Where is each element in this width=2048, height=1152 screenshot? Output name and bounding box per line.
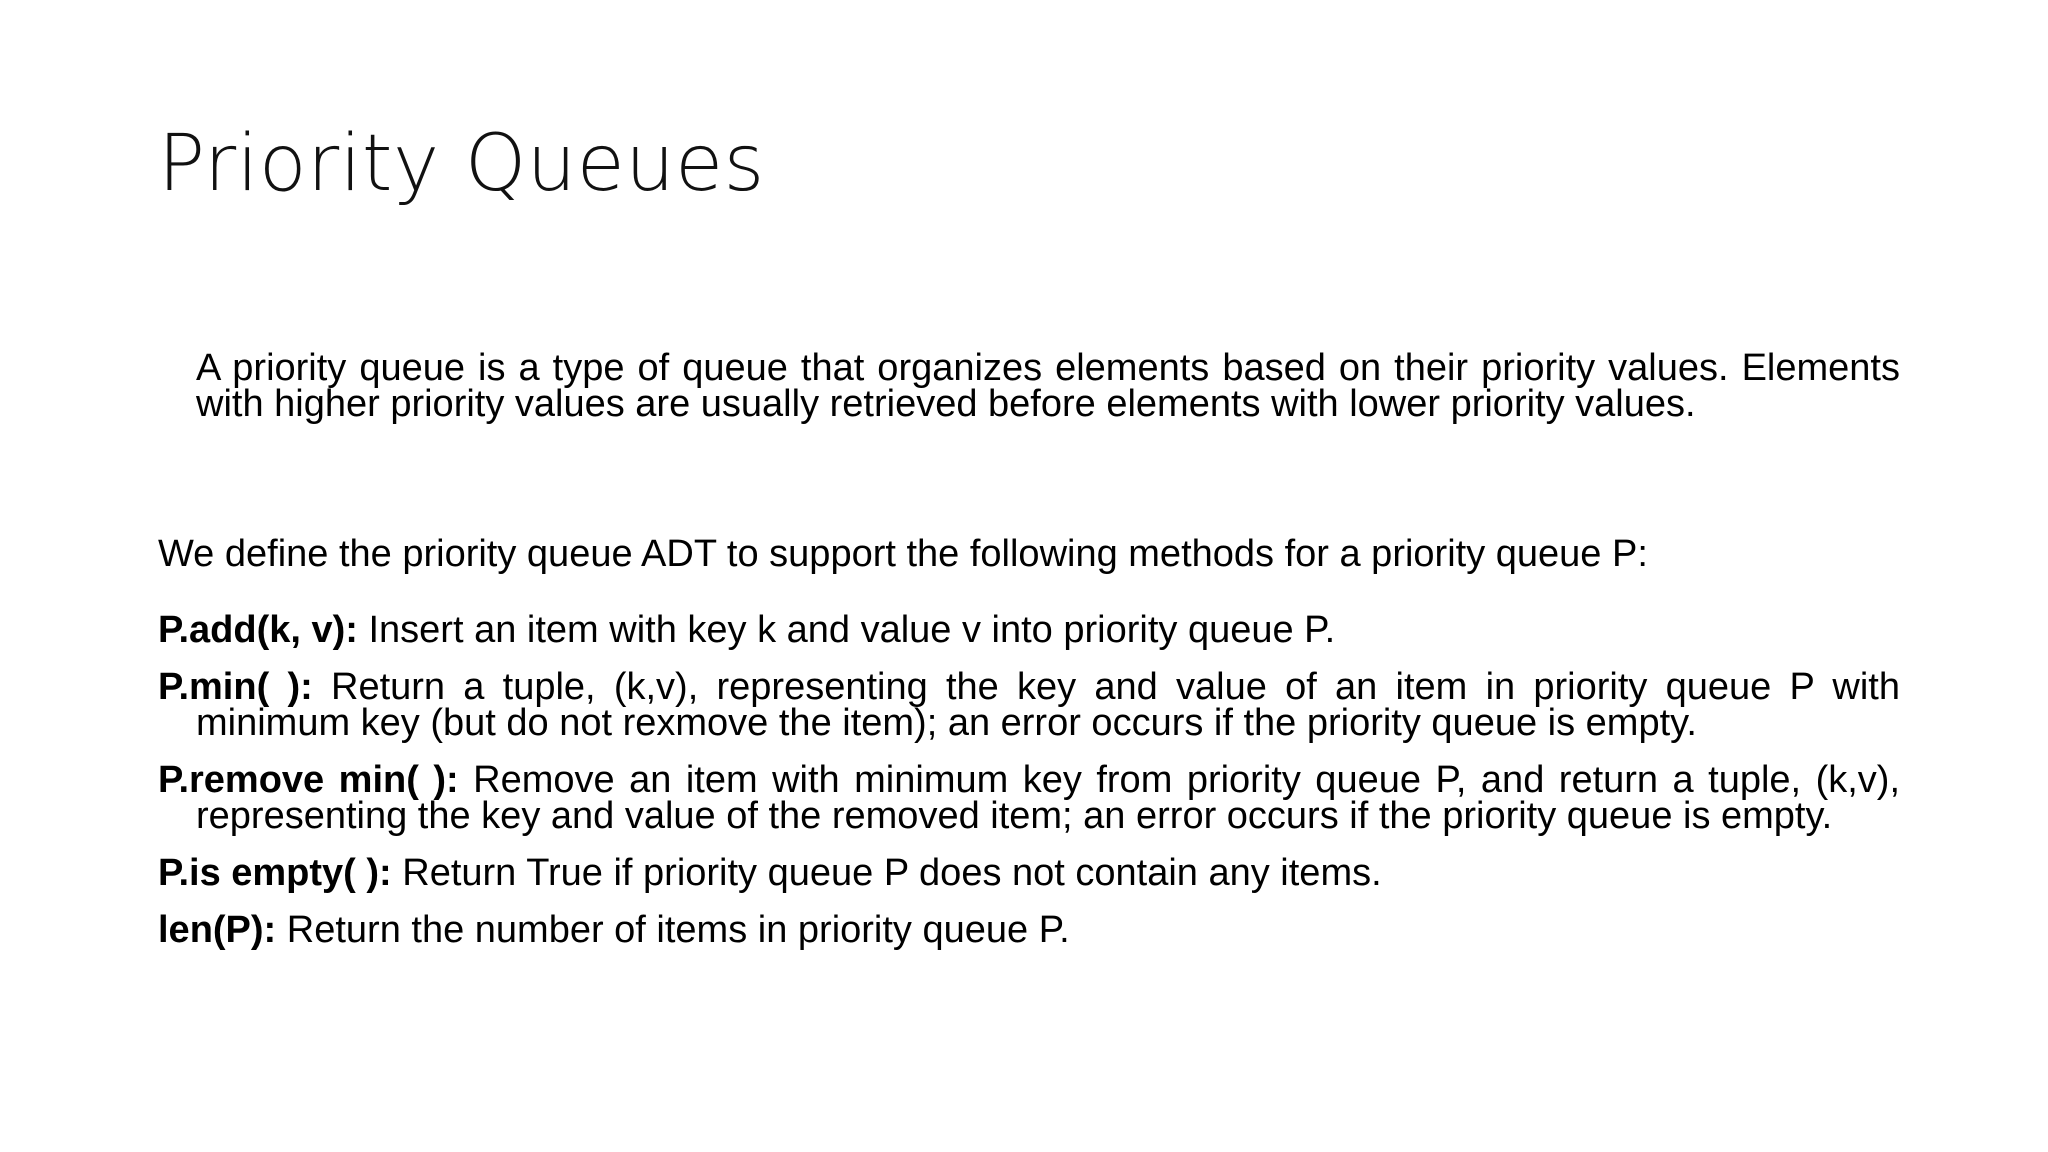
method-description: Return a tuple, (k,v), representing the key and value of an item in priority queue P with minimum key (but do not rexmove the item); an error occurs if the priority queue is empty. [196, 666, 1900, 744]
method-len [158, 909, 1900, 951]
method-remove-min [158, 759, 1900, 837]
method-name: P.is empty( ): [158, 852, 392, 894]
method-name: P.add(k, v): [158, 609, 358, 651]
method-is-empty [158, 852, 1900, 894]
method-description: Return the number of items in priority queue P. [276, 909, 1070, 951]
method-name: len(P): [158, 909, 277, 951]
method-list [158, 609, 1900, 969]
method-description: Insert an item with key k and value v into priority queue P. [357, 609, 1336, 651]
method-description: Remove an item with minimum key from priority queue P, and return a tuple, (k,v), representing the key and value of the removed item; an error occurs if the priority queue is empty. [196, 759, 1900, 837]
intro-paragraph: A priority queue is a type of queue that organizes elements based on their priority values. Elements with higher priority values are usually retrieved before elements with lower priority values. [196, 347, 1900, 425]
method-add [158, 609, 1900, 651]
slide-title: Priority Queues [158, 119, 765, 209]
adt-definition-text: We define the priority queue ADT to support the following methods for a priority queue P: [158, 533, 1648, 575]
method-description: Return True if priority queue P does not contain any items. [391, 852, 1382, 894]
method-min [158, 666, 1900, 744]
method-name: P.remove min( ): [158, 759, 459, 801]
method-name: P.min( ): [158, 666, 313, 708]
